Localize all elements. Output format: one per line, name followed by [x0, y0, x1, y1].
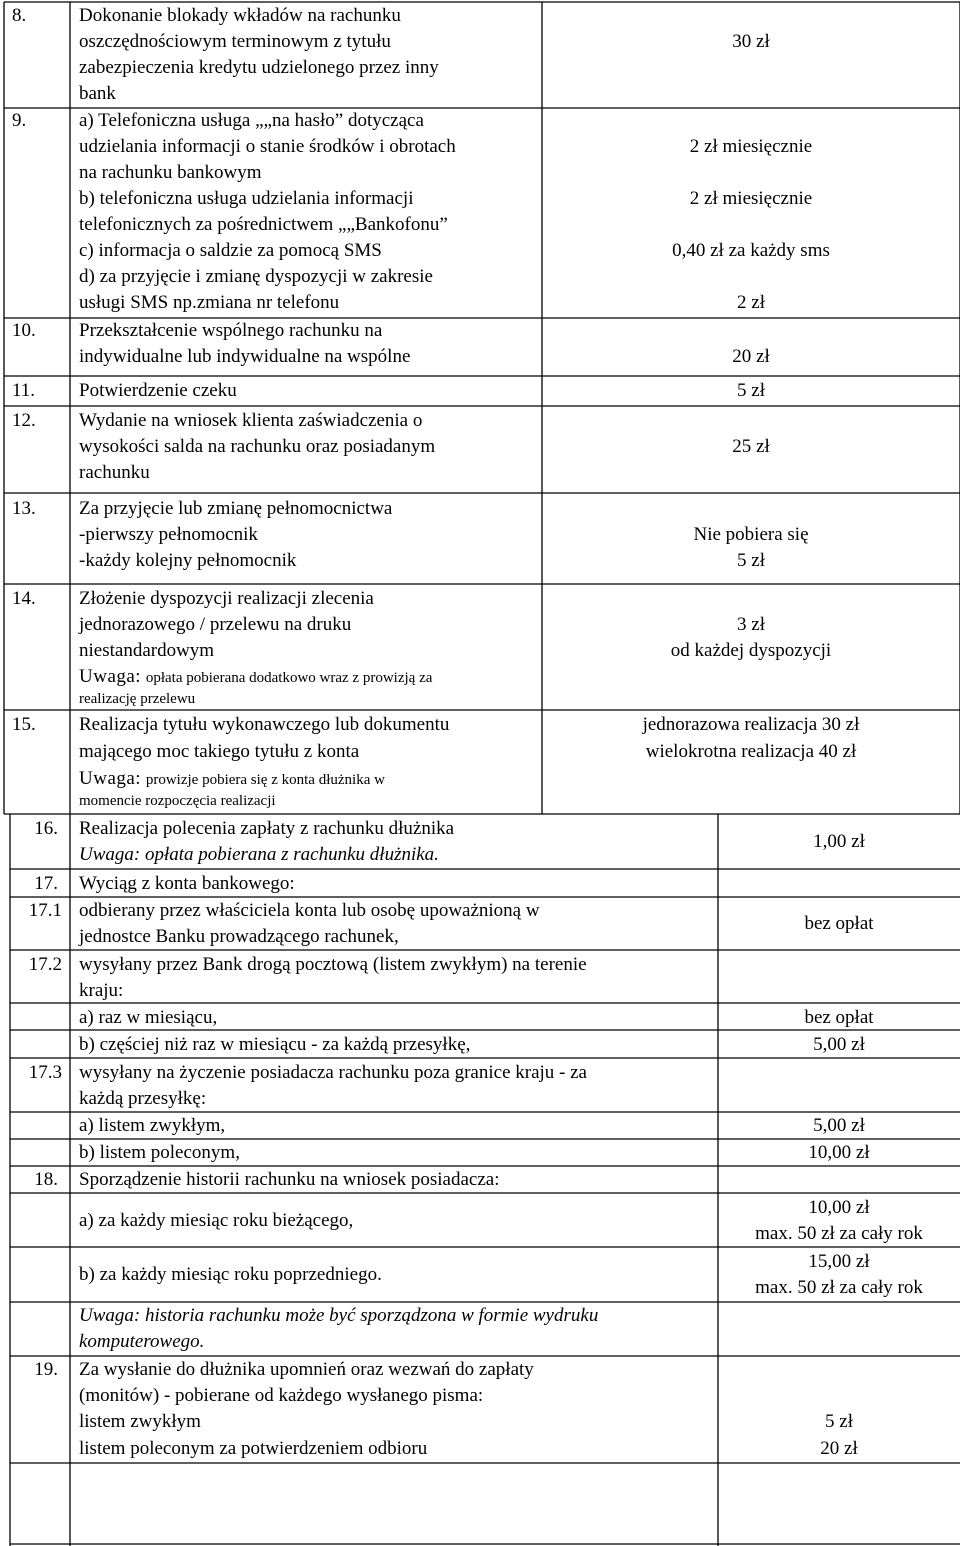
row-description-line: Wydanie na wniosek klienta zaświadczenia o	[79, 410, 423, 431]
row-number: 19.	[34, 1359, 58, 1380]
row-description-line: b) za każdy miesiąc roku poprzedniego.	[79, 1264, 382, 1285]
row-description-line: usługi SMS np.zmiana nr telefonu	[79, 292, 340, 313]
row-number: 15.	[12, 714, 36, 735]
row-description-line: Przekształcenie wspólnego rachunku na	[79, 320, 383, 341]
row-fee: wielokrotna realizacja 40 zł	[645, 741, 857, 762]
row-description-line: telefonicznych za pośrednictwem „„Bankofonu”	[79, 214, 448, 235]
row-number: 9.	[12, 110, 27, 131]
row-fee: bez opłat	[804, 913, 874, 934]
row-description-line: udzielania informacji o stanie środków i obrotach	[79, 136, 456, 157]
row-description-line: (monitów) - pobierane od każdego wysłanego pisma:	[79, 1385, 484, 1406]
row-fee: 1,00 zł	[813, 831, 865, 852]
row-fee: 2 zł miesięcznie	[689, 136, 813, 157]
note-line	[79, 766, 385, 793]
row-description-line: rachunku	[79, 462, 150, 483]
row-description-line: Wyciąg z konta bankowego:	[79, 873, 295, 894]
row-fee: Nie pobiera się	[693, 524, 809, 545]
row-description-line: na rachunku bankowym	[79, 162, 262, 183]
row-description-line: a) za każdy miesiąc roku bieżącego,	[79, 1210, 354, 1231]
row-description-line: zabezpieczenia kredytu udzielonego przez inny	[79, 57, 439, 78]
row-fee: max. 50 zł za cały rok	[755, 1277, 923, 1298]
row-fee: 3 zł	[737, 614, 765, 635]
note-text: momencie rozpoczęcia realizacji	[79, 793, 276, 809]
row-description-line: wysokości salda na rachunku oraz posiadanym	[79, 436, 436, 457]
row-number: 10.	[12, 320, 36, 341]
row-fee: od każdej dyspozycji	[670, 640, 832, 661]
row-fee: 2 zł miesięcznie	[689, 188, 813, 209]
row-description-line: Potwierdzenie czeku	[79, 380, 237, 401]
note-line	[79, 664, 432, 691]
row-fee: 20 zł	[820, 1438, 858, 1459]
note-text: historia rachunku może być sporządzona w formie wydruku	[144, 1305, 599, 1326]
row-number: 17.3	[28, 1062, 62, 1083]
row-fee: 30 zł	[732, 31, 770, 52]
note-label: Uwaga:	[79, 844, 141, 865]
row-number: 17.2	[28, 954, 62, 975]
row-fee: max. 50 zł za cały rok	[755, 1223, 923, 1244]
row-description-line: b) częściej niż raz w miesiącu - za każdą przesyłkę,	[79, 1034, 471, 1055]
row-description-line: indywidualne lub indywidualne na wspólne	[79, 346, 411, 367]
row-description-line: oszczędnościowym terminowym z tytułu	[79, 31, 391, 52]
row-fee: 5 zł	[737, 380, 765, 401]
row-fee: 5,00 zł	[813, 1034, 865, 1055]
note-text: opłata pobierana z rachunku dłużnika.	[144, 844, 439, 865]
row-description-line: Za przyjęcie lub zmianę pełnomocnictwa	[79, 498, 393, 519]
note-text: komputerowego.	[79, 1331, 205, 1352]
row-number: 18.	[34, 1169, 58, 1190]
row-description-line: a) Telefoniczna usługa „„na hasło” dotycząca	[79, 110, 424, 131]
row-description-line: -pierwszy pełnomocnik	[79, 524, 258, 545]
note-label: Uwaga:	[79, 768, 142, 789]
note-text: prowizje pobiera się z konta dłużnika w	[145, 772, 385, 788]
row-description-line: mającego moc takiego tytułu z konta	[79, 741, 360, 762]
row-fee: 10,00 zł	[808, 1197, 870, 1218]
row-description-line: Dokonanie blokady wkładów na rachunku	[79, 5, 401, 26]
row-fee: 2 zł	[737, 292, 765, 313]
row-description-line: kraju:	[79, 980, 124, 1001]
row-description-line: jednorazowego / przelewu na druku	[79, 614, 352, 635]
row-description-line: c) informacja o saldzie za pomocą SMS	[79, 240, 382, 261]
note-line	[79, 1303, 598, 1329]
row-description-line: b) listem poleconym,	[79, 1142, 240, 1163]
row-fee: 5 zł	[825, 1411, 853, 1432]
row-description-line: a) listem zwykłym,	[79, 1115, 226, 1136]
row-number: 17.	[34, 873, 58, 894]
row-description-line: b) telefoniczna usługa udzielania informacji	[79, 188, 414, 209]
row-description-line: -każdy kolejny pełnomocnik	[79, 550, 297, 571]
row-description-line: listem zwykłym	[79, 1411, 201, 1432]
row-description-line: niestandardowym	[79, 640, 215, 661]
row-number: 13.	[12, 498, 36, 519]
row-fee: 5,00 zł	[813, 1115, 865, 1136]
row-number: 11.	[12, 380, 36, 401]
row-number: 12.	[12, 410, 36, 431]
row-fee: bez opłat	[804, 1007, 874, 1028]
row-fee: 15,00 zł	[808, 1251, 870, 1272]
note-label: Uwaga:	[79, 1305, 141, 1326]
note-text: opłata pobierana dodatkowo wraz z prowizją za	[145, 670, 433, 686]
row-description-line: wysyłany na życzenie posiadacza rachunku poza granice kraju - za	[79, 1062, 587, 1083]
row-description-line: listem poleconym za potwierdzeniem odbioru	[79, 1438, 428, 1459]
row-fee: 10,00 zł	[808, 1142, 870, 1163]
row-description-line: odbierany przez właściciela konta lub osobę upoważnioną w	[79, 900, 540, 921]
row-description-line: d) za przyjęcie i zmianę dyspozycji w zakresie	[79, 266, 433, 287]
row-description-line: wysyłany przez Bank drogą pocztową (listem zwykłym) na terenie	[79, 954, 587, 975]
note-label: Uwaga:	[79, 666, 142, 687]
note-text: realizację przelewu	[79, 691, 196, 707]
row-number: 17.1	[28, 900, 62, 921]
row-fee: 0,40 zł za każdy sms	[672, 240, 830, 261]
row-description-line: Sporządzenie historii rachunku na wniosek posiadacza:	[79, 1169, 500, 1190]
row-fee: 5 zł	[737, 550, 765, 571]
row-description-line: Złożenie dyspozycji realizacji zlecenia	[79, 588, 374, 609]
row-number: 14.	[12, 588, 36, 609]
note-line	[79, 842, 439, 868]
row-description-line: Za wysłanie do dłużnika upomnień oraz wezwań do zapłaty	[79, 1359, 534, 1380]
row-number: 16.	[34, 818, 58, 839]
row-fee: jednorazowa realizacja 30 zł	[642, 714, 860, 735]
row-description-line: jednostce Banku prowadzącego rachunek,	[79, 926, 399, 947]
row-fee: 20 zł	[732, 346, 770, 367]
row-description-line: a) raz w miesiącu,	[79, 1007, 218, 1028]
row-description-line: Realizacja tytułu wykonawczego lub dokumentu	[79, 714, 450, 735]
row-description-line: bank	[79, 83, 116, 104]
row-fee: 25 zł	[732, 436, 770, 457]
row-number: 8.	[12, 5, 27, 26]
row-description-line: Realizacja polecenia zapłaty z rachunku dłużnika	[79, 818, 455, 839]
row-description-line: każdą przesyłkę:	[79, 1088, 207, 1109]
